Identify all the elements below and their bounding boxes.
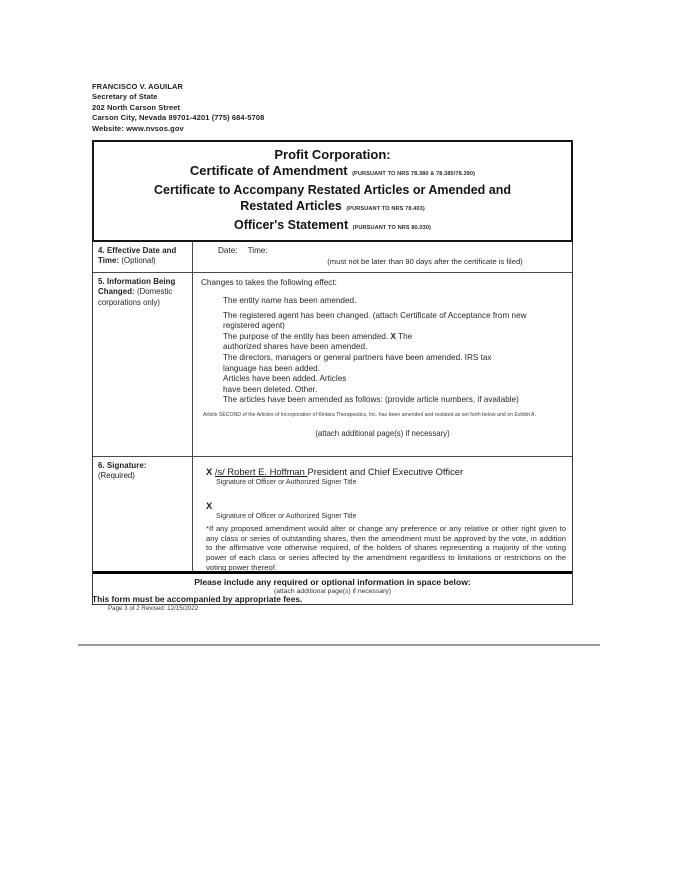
- signature-line-2: [206, 500, 566, 511]
- title-line-4: [98, 198, 567, 217]
- text-segment: The: [395, 331, 413, 341]
- title-line-1: [98, 147, 567, 163]
- change-line: [223, 311, 564, 322]
- text-segment: X: [390, 331, 396, 341]
- signature-content: [193, 457, 572, 571]
- title-nrs-note-2: (PURSUANT TO NRS 78.403): [346, 206, 425, 212]
- text-line: Website: www.nvsos.gov: [92, 123, 184, 133]
- title-officers-statement: Officer's Statement: [233, 218, 349, 232]
- amendment-detail-note: Article SECOND of the Articles of Incorporation of Kintara Therapeutics, Inc. has been amended and restated as set forth below and on Exhibit A.: [203, 411, 536, 418]
- information-changed-content: [193, 273, 572, 456]
- text-segment: language has been added.: [223, 363, 320, 373]
- page-revision: Page 3 of 2 Revised: 12/15/2022: [108, 605, 199, 612]
- title-certificate-accompany: Certificate to Accompany Restated Articles or Amended and: [153, 183, 512, 197]
- signature-caption-1: Signature of Officer or Authorized Signer Title: [216, 479, 357, 486]
- time-field-label: Time:: [247, 246, 268, 255]
- secretary-of-state-letterhead: [92, 82, 264, 134]
- attach-pages-note: (attach additional page(s) if necessary): [315, 428, 450, 438]
- effective-date-content: [193, 242, 572, 272]
- date-field-label: Date:: [218, 246, 238, 255]
- change-line: [223, 296, 564, 307]
- form-box: [92, 140, 573, 605]
- signature-caption-2: Signature of Officer or Authorized Signer Title: [216, 513, 357, 520]
- form-title-block: [92, 140, 573, 242]
- change-line: [223, 342, 564, 353]
- change-line: [223, 364, 564, 375]
- text-segment: (Domestic corporations only): [98, 287, 173, 307]
- include-info-attach-note: (attach additional page(s) if necessary): [273, 588, 392, 595]
- signature-label-title: 6. Signature:: [98, 461, 147, 470]
- include-info-instruction: Please include any required or optional information in space below:: [194, 577, 471, 587]
- text-segment: 4. Effective Date and Time:: [98, 246, 177, 266]
- change-line: [223, 374, 564, 385]
- title-line-3: [98, 182, 567, 198]
- text-line: Secretary of State: [92, 92, 158, 102]
- text-line: FRANCISCO V. AGUILAR: [92, 82, 184, 91]
- title-profit-corporation: Profit Corporation:: [274, 147, 391, 162]
- title-nrs-note-3: (PURSUANT TO NRS 80.030): [352, 225, 432, 231]
- text-line: 202 North Carson Street: [92, 102, 181, 112]
- title-line-5: [98, 217, 567, 236]
- changes-lines: [193, 287, 572, 406]
- text-segment: 5. Information Being Changed:: [98, 277, 176, 297]
- date-constraint-note: (must not be later than 90 days after the certificate is filed): [327, 257, 523, 266]
- amendment-vote-footnote: *If any proposed amendment would alter or change any preference or any relative or other right given to any class or series of outstanding shares, then the amendment must be approved by the vote, in addition to the affirmative vote otherwise required, of the holders of shares representing a majority of the voting power of each class or series affected by the amendment regardless to limitations or restrictions on the voting power thereof.: [206, 524, 566, 572]
- text-line: Carson City, Nevada 89701-4201 (775) 684-5708: [92, 113, 265, 123]
- bottom-divider: [78, 644, 600, 646]
- form-table: [92, 242, 573, 605]
- change-line: [223, 321, 564, 332]
- text-segment: authorized shares have been amended.: [223, 342, 368, 352]
- text-segment: X: [206, 466, 215, 477]
- signature-label-required: (Required): [98, 471, 135, 481]
- row-information-changed: [93, 273, 572, 457]
- changes-intro: Changes to takes the following effect:: [201, 278, 337, 287]
- text-segment: X: [206, 500, 213, 511]
- text-segment: The directors, managers or general partners have been amended. IRS tax: [223, 352, 492, 362]
- title-restated-articles: Restated Articles: [240, 199, 342, 213]
- row-signature: [93, 457, 572, 574]
- fees-note: This form must be accompanied by appropriate fees.: [92, 594, 303, 604]
- title-certificate-of-amendment: Certificate of Amendment: [189, 163, 348, 178]
- text-segment: The purpose of the entity has been amended.: [223, 331, 391, 341]
- text-segment: (Optional): [121, 256, 156, 266]
- date-time-line: [193, 242, 572, 255]
- text-segment: The articles have been amended as follows: (provide article numbers, if available): [223, 395, 519, 405]
- text-segment: The entity name has been amended.: [223, 296, 357, 305]
- change-line: [223, 332, 564, 343]
- text-segment: The registered agent has been changed. (attach Certificate of Acceptance from new: [223, 310, 527, 320]
- text-segment: President and Chief Executive Officer: [307, 466, 464, 477]
- signature-line-1: [206, 466, 566, 477]
- signature-label: [93, 457, 193, 571]
- change-line: [223, 385, 564, 396]
- change-line: [223, 395, 564, 406]
- information-changed-label: [93, 273, 193, 456]
- text-segment: have been deleted. Other.: [223, 384, 318, 394]
- effective-date-label: [93, 242, 193, 272]
- text-segment: /s/ Robert E. Hoffman: [214, 466, 308, 477]
- title-line-2: [98, 163, 567, 182]
- change-line: [223, 353, 564, 364]
- title-nrs-note-1: (PURSUANT TO NRS 78.380 & 78.385/78.390): [352, 171, 476, 177]
- text-segment: registered agent): [223, 321, 285, 331]
- text-segment: Articles have been added. Articles: [223, 374, 347, 384]
- row-effective-date: [93, 242, 572, 273]
